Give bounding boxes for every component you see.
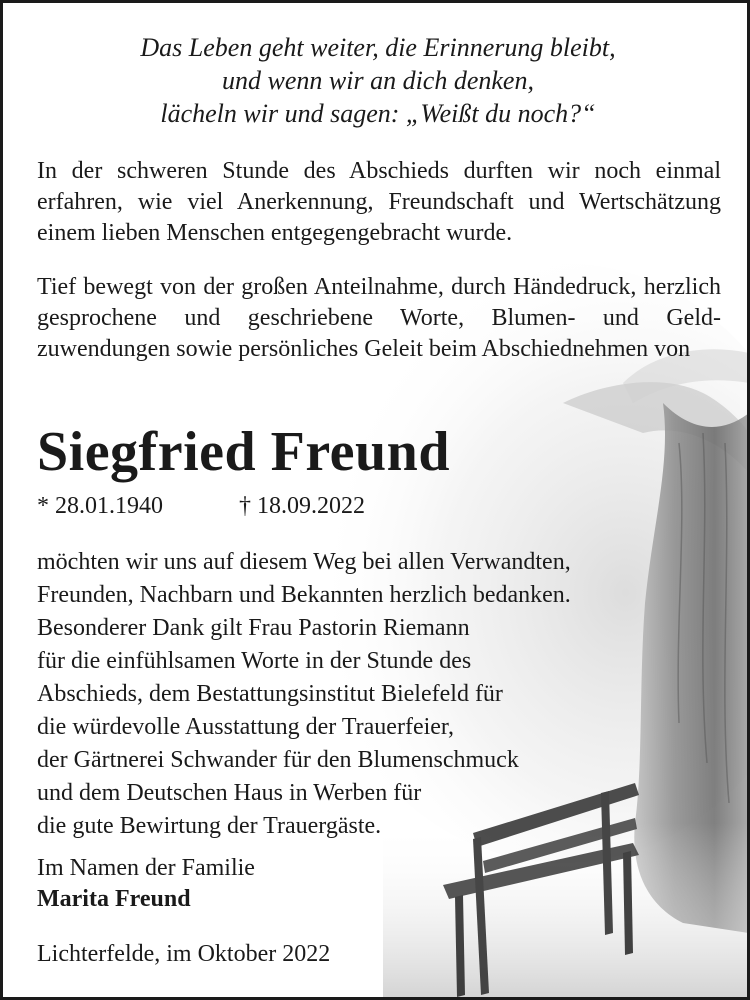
thanks-line: die gute Bewirtung der Trauergäste. bbox=[37, 813, 382, 839]
thanks-line: und dem Deutschen Haus in Werben für bbox=[37, 780, 422, 806]
thanks-line: die würdevolle Ausstattung der Trauerfeier, bbox=[37, 714, 454, 740]
deceased-name: Siegfried Freund bbox=[37, 421, 450, 483]
place-date: Lichterfelde, im Oktober 2022 bbox=[37, 941, 331, 967]
memorial-poem bbox=[3, 31, 750, 130]
paragraph-sympathy: Tief bewegt von der großen Anteilnahme, durch Händedruck, herzlich gesprochene und geschriebene Worte, Blumen- und Geld-zuwendungen sowie persönliches Geleit beim Abschiednehmen von bbox=[37, 274, 721, 362]
poem-line: und wenn wir an dich denken, bbox=[222, 66, 534, 95]
poem-line: Das Leben geht weiter, die Erinnerung bleibt, bbox=[140, 33, 616, 62]
signature-intro: Im Namen der Familie bbox=[37, 855, 255, 881]
signature-block bbox=[37, 853, 255, 915]
thanks-text bbox=[37, 546, 571, 843]
poem-line: lächeln wir und sagen: „Weißt du noch?“ bbox=[160, 99, 596, 128]
obituary-content bbox=[3, 3, 750, 1000]
thanks-line: Besonderer Dank gilt Frau Pastorin Riemann bbox=[37, 615, 470, 641]
thanks-line: für die einfühlsamen Worte in der Stunde des bbox=[37, 648, 472, 674]
thanks-line: möchten wir uns auf diesem Weg bei allen Verwandten, bbox=[37, 549, 571, 575]
paragraph-farewell: In der schweren Stunde des Abschieds durften wir noch einmal erfahren, wie viel Anerkennung, Freundschaft und Wertschätzung einem lieben Menschen entgegengebracht wurde. bbox=[37, 158, 721, 246]
thanks-line: der Gärtnerei Schwander für den Blumenschmuck bbox=[37, 747, 519, 773]
thanks-line: Abschieds, dem Bestattungsinstitut Bielefeld für bbox=[37, 681, 503, 707]
signature-name: Marita Freund bbox=[37, 886, 191, 912]
death-date: † 18.09.2022 bbox=[239, 493, 365, 519]
thanks-line: Freunden, Nachbarn und Bekannten herzlich bedanken. bbox=[37, 582, 571, 608]
birth-date: * 28.01.1940 bbox=[37, 493, 163, 519]
